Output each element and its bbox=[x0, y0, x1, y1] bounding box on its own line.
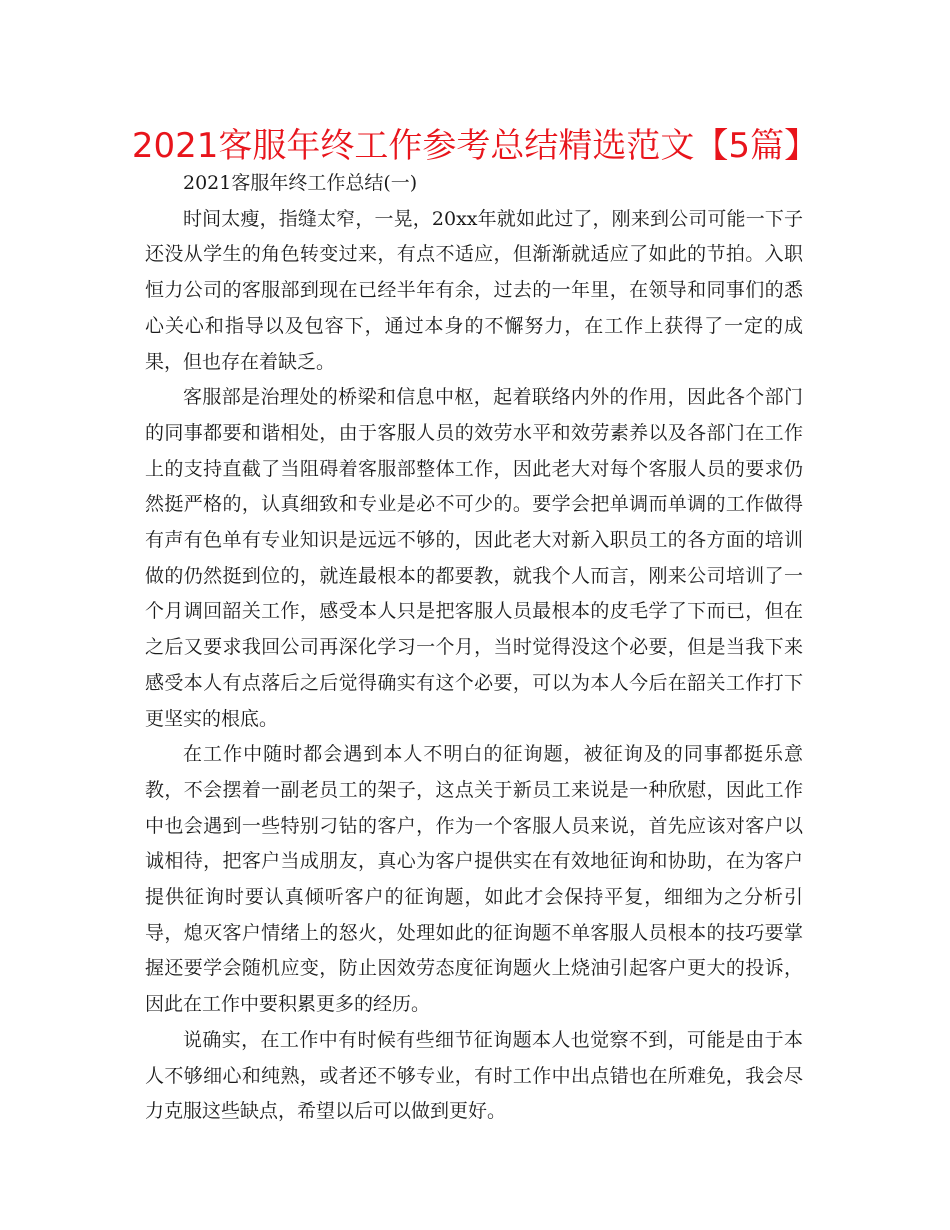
paragraph-1: 时间太瘦，指缝太窄，一晃，20xx年就如此过了，刚来到公司可能一下子还没从学生的角色转变过来，有点不适应，但渐渐就适应了如此的节拍。入职恒力公司的客服部到现在已经半年有余，过去的一年里，在领导和同事们的悉心关心和指导以及包容下，通过本身的不懈努力，在工作上获得了一定的成果，但也存在着缺乏。 bbox=[145, 207, 803, 373]
document-title: 2021客服年终工作参考总结精选范文【5篇】 bbox=[131, 126, 819, 166]
document-body bbox=[145, 166, 803, 1130]
paragraph-3: 在工作中随时都会遇到本人不明白的征询题，被征询及的同事都挺乐意教，不会摆着一副老员工的架子，这点关于新员工来说是一种欣慰，因此工作中也会遇到一些特别刁钻的客户，作为一个客服人员来说，首先应该对客户以诚相待，把客户当成朋友，真心为客户提供实在有效地征询和协助，在为客户提供征询时要认真倾听客户的征询题，如此才会保持平复，细细为之分析引导，熄灭客户情绪上的怒火，处理如此的征询题不单客服人员根本的技巧要掌握还要学会随机应变，防止因效劳态度征询题火上烧油引起客户更大的投诉，因此在工作中要积累更多的经历。 bbox=[145, 743, 803, 1016]
section-heading: 2021客服年终工作总结(一) bbox=[183, 172, 418, 194]
paragraph-4: 说确实，在工作中有时候有些细节征询题本人也觉察不到，可能是由于本人不够细心和纯熟，或者还不够专业，有时工作中出点错也在所难免，我会尽力克服这些缺点，希望以后可以做到更好。 bbox=[145, 1028, 803, 1123]
paragraph-2: 客服部是治理处的桥梁和信息中枢，起着联络内外的作用，因此各个部门的同事都要和谐相处，由于客服人员的效劳水平和效劳素养以及各部门在工作上的支持直截了当阻碍着客服部整体工作，因此老大对每个客服人员的要求仍然挺严格的，认真细致和专业是必不可少的。要学会把单调而单调的工作做得有声有色单有专业知识是远远不够的，因此老大对新入职员工的各方面的培训做的仍然挺到位的，就连最根本的都要教，就我个人而言，刚来公司培训了一个月调回韶关工作，感受本人只是把客服人员最根本的皮毛学了下而已，但在之后又要求我回公司再深化学习一个月，当时觉得没这个必要，但是当我下来感受本人有点落后之后觉得确实有这个必要，可以为本人今后在韶关工作打下更坚实的根底。 bbox=[145, 386, 803, 730]
